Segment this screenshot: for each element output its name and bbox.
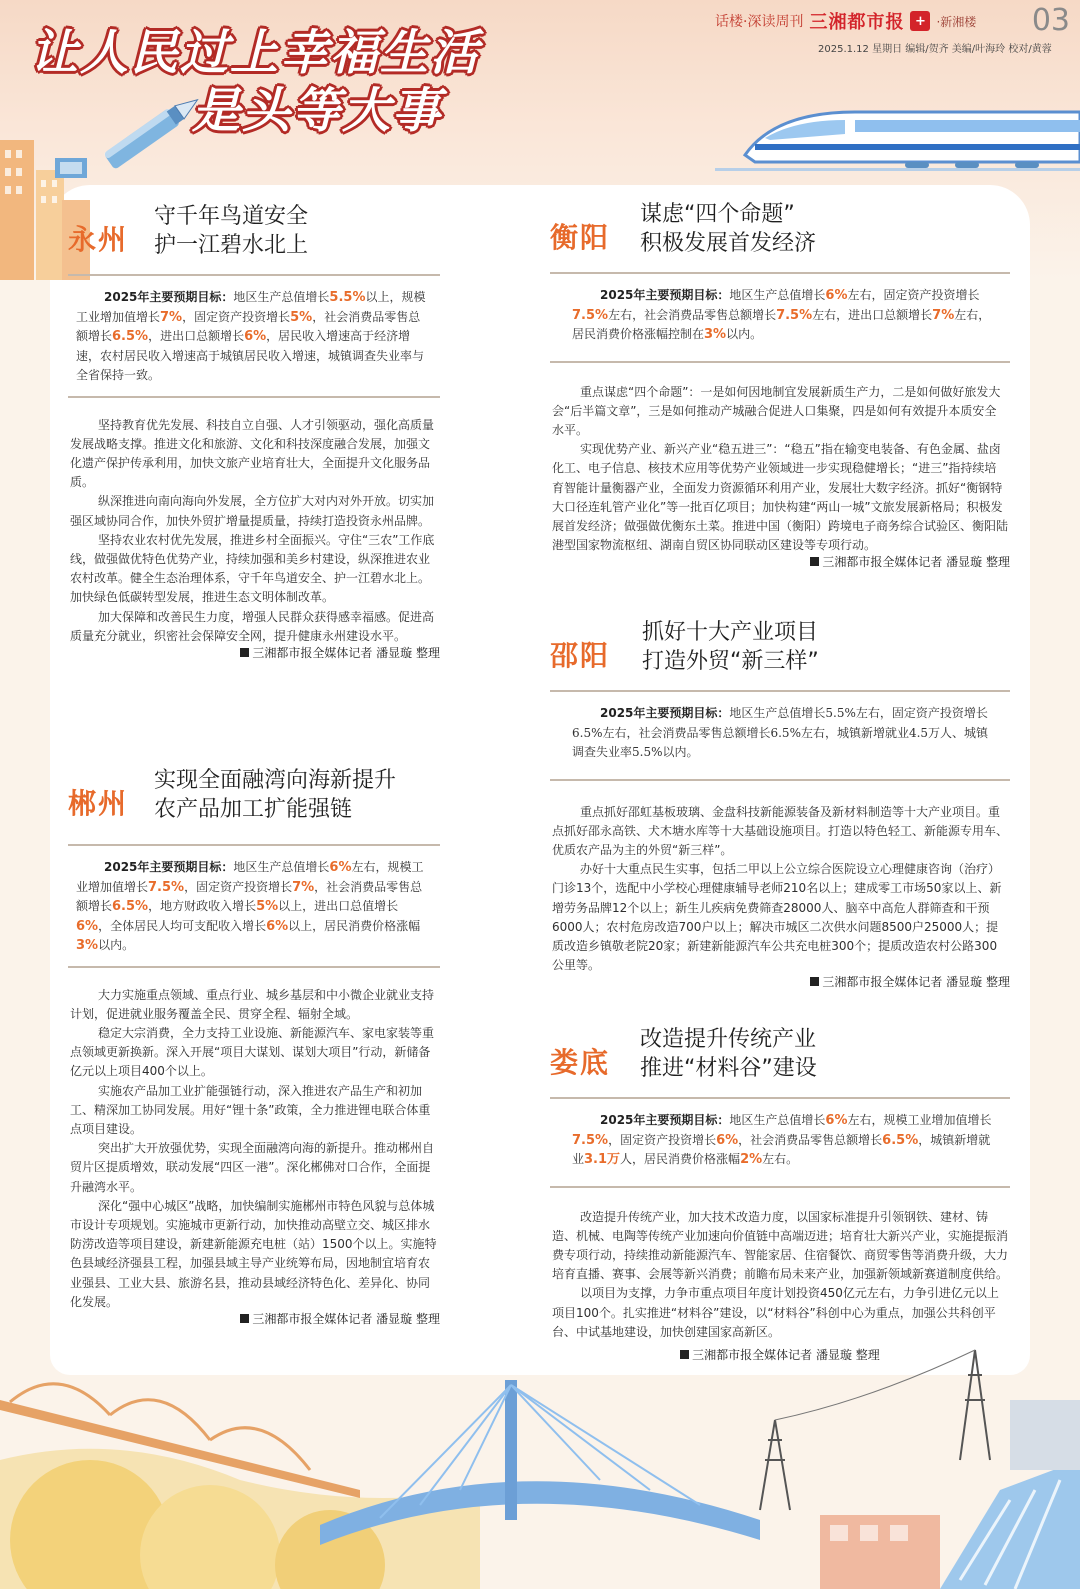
article-loudi	[550, 1025, 1010, 1363]
page-number: 03	[1031, 3, 1070, 38]
goals-lead: 2025年主要预期目标：	[104, 860, 234, 874]
goal-figure: 7%	[160, 309, 183, 325]
goal-text: 左右，规模工业增加值增长	[847, 1113, 992, 1127]
goal-text: ，社会消费品零售总额增长	[76, 309, 421, 343]
annual-goals	[550, 274, 1010, 355]
goal-text: 左右，进出口总额增长	[812, 307, 933, 322]
article-body	[550, 1188, 1010, 1342]
paragraph: 坚持农业农村优先发展，推进乡村全面振兴。守住“三农”工作底线，做强做优特色优势产业，持续加强和美乡村建设，纵深推进农业农村改革。健全生态治理体系，守千年鸟道安全、护一江碧水北上。加快绿色低碳转型发展，推进生态文明体制改革。	[70, 532, 435, 605]
masthead-brand: 三湘都市报	[809, 12, 905, 33]
goal-figure: 7%	[932, 307, 955, 323]
goal-figure: 5%	[290, 309, 313, 325]
masthead-info: 2025.1.12 星期日 编辑/贺齐 美编/叶海玲 校对/黄蓉	[818, 44, 1052, 55]
goal-figure: 2%	[740, 1152, 763, 1167]
article-title-line-1: 改造提升传统产业	[640, 1027, 817, 1052]
goal-figure: 7.5%	[572, 1132, 609, 1148]
byline-text: 三湘都市报全媒体记者 潘显璇 整理	[252, 1311, 440, 1326]
goal-text: 地区生产总值增长5.5%左右，固定资产投资增长6.5%左右，社会消费品零售总额增长6.5%左右，城镇新增就业4.5万人、城镇调查失业率5.5%以内。	[572, 706, 989, 759]
goal-text: ，固定资产投资增长	[608, 1132, 717, 1147]
goals-lead: 2025年主要预期目标：	[600, 1113, 730, 1127]
byline	[550, 973, 1010, 990]
article-body	[68, 398, 440, 646]
goal-text: 左右。	[762, 1152, 799, 1166]
article-title-line-1: 守千年鸟道安全	[154, 204, 309, 229]
byline-text: 三湘都市报全媒体记者 潘显璇 整理	[692, 1347, 880, 1362]
goal-text: 左右，固定资产投资增长	[847, 288, 980, 302]
train-illustration	[715, 100, 1080, 175]
goals-lead: 2025年主要预期目标：	[104, 290, 234, 304]
goal-figure: 7.5%	[776, 307, 813, 323]
paragraph: 改造提升传统产业，加大技术改造力度，以国家标准提升引领钢铁、建材、铸造、机械、电陶等传统产业加速向价值链中高端迈进；培育壮大新兴产业，实施提振消费专项行动，持续推动新能源汽车、智能家居、住宿餐饮、商贸零售等消费升级，大力培育直播、赛事、会展等新兴消费；前瞻布局未来产业，加强新领域新赛道制度供给。	[552, 1209, 1009, 1282]
goal-text: 左右，居民消费价格涨幅控制在	[572, 307, 991, 341]
article-body	[550, 363, 1010, 556]
paragraph: 办好十大重点民生实事，包括二甲以上公立综合医院设立心理健康咨询（治疗）门诊13个，选配中小学校心理健康辅导老师210名以上；建成零工市场50家以上、新增劳务品牌12个以上；新生儿疾病免费筛查28000人、脑卒中高危人群筛查和干预6000人；农村危房改造700户以上；解决市城区二次供水问题8500户25000人；提质改造乡镇敬老院20家；新建新能源汽车公共充电桩300个；提质改造农村公路300公里等。	[552, 862, 1002, 973]
article-title-line-2: 积极发展首发经济	[640, 231, 817, 256]
goal-figure: 5%	[256, 899, 279, 914]
goal-text: 人，居民消费价格涨幅	[620, 1152, 741, 1166]
goal-text: 以内。	[98, 938, 135, 952]
goal-figure: 3%	[76, 938, 99, 953]
goal-figure: 5.5%	[329, 290, 366, 305]
article-title-line-2: 推进“材料谷”建设	[640, 1056, 817, 1081]
annual-goals	[550, 1099, 1010, 1180]
byline	[68, 644, 440, 661]
goal-figure: 6.5%	[112, 899, 149, 914]
goal-figure: 6%	[244, 329, 267, 344]
masthead-section: ·新湘楼	[936, 14, 977, 29]
headline-line-1: 让人民过上幸福生活	[30, 25, 481, 81]
city-name: 邵阳	[550, 639, 611, 672]
goal-figure: 6%	[825, 288, 848, 303]
goals-lead: 2025年主要预期目标：	[600, 288, 730, 302]
article-title-line-2: 护一江碧水北上	[154, 233, 309, 258]
paragraph: 坚持教育优先发展、科技自立自强、人才引领驱动，强化高质量发展战略支撑。推进文化和旅游、文化和科技深度融合发展，加强文化遗产保护传承利用，加快文旅产业培育壮大，全面提升文化服务品质。	[70, 417, 435, 490]
goal-figure: 6%	[76, 918, 99, 934]
square-bullet-icon	[240, 1314, 249, 1323]
paragraph: 加大保障和改善民生力度，增强人民群众获得感幸福感。促进高质量充分就业，织密社会保障安全网，提升健康永州建设水平。	[70, 609, 435, 643]
goal-text: ，社会消费品零售总额增长	[76, 879, 423, 913]
article-title-line-2: 打造外贸“新三样”	[642, 649, 819, 674]
goal-text: 以上，进出口总值增长	[278, 899, 399, 913]
byline-text: 三湘都市报全媒体记者 潘显璇 整理	[822, 555, 1010, 570]
byline-text: 三湘都市报全媒体记者 潘显璇 整理	[822, 975, 1010, 990]
byline	[550, 553, 1010, 570]
article-title-line-1: 抓好十大产业项目	[642, 620, 819, 645]
goal-text: 地区生产总值增长	[233, 290, 330, 304]
square-bullet-icon	[810, 977, 819, 986]
goal-text: 左右，社会消费品零售总额增长	[608, 307, 777, 322]
goal-figure: 7%	[292, 879, 315, 895]
bridge-landscape-illustration	[0, 1340, 1080, 1589]
headline-line-2: 是头等大事	[192, 83, 443, 139]
paragraph: 突出扩大开放强优势，实现全面融湾向海的新提升。推动郴州自贸片区提质增效，联动发展“四区一港”。深化郴佛对口合作，全面提升融湾水平。	[70, 1141, 435, 1194]
goal-figure: 6%	[266, 918, 289, 934]
article-body	[550, 781, 1010, 976]
city-name: 娄底	[550, 1046, 611, 1079]
goal-figure: 3.1万	[584, 1152, 621, 1167]
goal-text: 地区生产总值增长	[729, 288, 826, 302]
goal-text: ，全体居民人均可支配收入增长	[98, 918, 267, 933]
goal-text: ，固定资产投资增长	[182, 309, 291, 324]
annual-goals	[68, 276, 440, 396]
goal-figure: 6%	[825, 1113, 848, 1128]
masthead-badge-icon: +	[910, 11, 930, 31]
annual-goals	[68, 846, 440, 966]
article-title-line-1: 谋虑“四个命题”	[640, 202, 795, 227]
goal-text: 左右，规模工业增加值增长	[76, 860, 424, 894]
goal-figure: 6.5%	[882, 1132, 919, 1148]
paragraph: 实施农产品加工业扩能强链行动，深入推进农产品生产和初加工、精深加工协同发展。用好“锂十条”政策，全力推进锂电联合体重点项目建设。	[70, 1083, 431, 1136]
paragraph: 实现优势产业、新兴产业“稳五进三”：“稳五”指在输变电装备、有色金属、盐卤化工、电子信息、核技术应用等优势产业领域进一步实现稳健增长；“进三”指持续培育智能计量衡器产业，全面发力资源循环利用产业，发展壮大数字经济。抓好“衡钢特大口径连轧管产业化”等一批百亿项目；加快构建“两山一城”文旅发展新格局；积极发展首发经济；做强做优衡东土菜。推进中国（衡阳）跨境电子商务综合试验区、衡阳陆港型国家物流枢纽、湖南自贸区协同联动区建设等专项行动。	[552, 442, 1009, 553]
goal-text: ，社会消费品零售总额增长	[738, 1132, 883, 1147]
goal-text: ，地方财政收入增长	[148, 899, 257, 913]
paragraph: 以项目为支撑，力争市重点项目年度计划投资450亿元左右，力争引进亿元以上项目100个。扎实推进“材料谷”建设，以“材料谷”科创中心为重点，加强公共科创平台、中试基地建设，加快创建国家高新区。	[552, 1286, 999, 1339]
goal-text: 以上，居民消费价格涨幅	[288, 918, 421, 933]
annual-goals	[550, 692, 1010, 773]
page-headline	[30, 25, 480, 139]
city-name: 永州	[68, 223, 129, 256]
paragraph: 深化“强中心城区”战略，加快编制实施郴州市特色风貌与总体城市设计专项规划。实施城市更新行动，加快推动高壁立交、城区排水防涝改造等项目建设，新建新能源充电桩（站）1500个以上。实施特色县域经济强县工程，加强县域主导产业统筹布局，因地制宜培育农业强县、工业大县、旅游名县，推动县域经济特色化、差异化、协同化发展。	[70, 1198, 437, 1309]
byline-text: 三湘都市报全媒体记者 潘显璇 整理	[252, 645, 440, 660]
goal-figure: 3%	[704, 327, 727, 342]
goal-text: ，城镇新增就业	[572, 1132, 991, 1166]
paragraph: 纵深推进向南向海向外发展，全方位扩大对内对外开放。切实加强区域协同合作，加快外贸扩增量提质量，持续打造投资永州品牌。	[70, 494, 435, 528]
masthead	[715, 3, 1070, 55]
byline	[68, 1310, 440, 1327]
masthead-subtitle: 话楼·深读周刊	[715, 14, 804, 30]
square-bullet-icon	[810, 557, 819, 566]
article-yongzhou	[68, 202, 440, 661]
article-chenzhou	[68, 766, 440, 1327]
paragraph: 大力实施重点领域、重点行业、城乡基层和中小微企业就业支持计划，促进就业服务覆盖全民、贯穿全程、辐射全域。	[70, 987, 435, 1021]
goals-lead: 2025年主要预期目标：	[600, 706, 730, 720]
goal-figure: 7.5%	[572, 307, 609, 323]
paragraph: 重点抓好邵虹基板玻璃、金盘科技新能源装备及新材料制造等十大产业项目。重点抓好邵永高铁、犬木塘水库等十大基础设施项目。打造以特色轻工、新能源专用车、优质农产品为主的外贸“新三样”。	[552, 804, 1009, 857]
goal-figure: 6%	[716, 1132, 739, 1148]
goal-text: ，居民收入增速高于经济增速，农村居民收入增速高于城镇居民收入增速，城镇调查失业率与全省保持一致。	[76, 329, 425, 382]
article-hengyang	[550, 200, 1010, 570]
article-body	[68, 968, 440, 1312]
goal-figure: 6.5%	[112, 329, 149, 344]
article-title-line-1: 实现全面融湾向海新提升	[154, 768, 397, 793]
article-shaoyang	[550, 618, 1010, 990]
goal-figure: 7.5%	[148, 879, 185, 895]
paragraph: 稳定大宗消费，全力支持工业设施、新能源汽车、家电家装等重点领域更新换新。深入开展“项目大谋划、谋划大项目”行动，新储备亿元以上项目400个以上。	[70, 1025, 435, 1079]
goal-text: 地区生产总值增长	[729, 1113, 826, 1127]
goal-text: ，固定资产投资增长	[184, 879, 293, 894]
goal-figure: 6%	[329, 860, 352, 875]
goal-text: 地区生产总值增长	[233, 860, 330, 874]
paragraph: 重点谋虑“四个命题”：一是如何因地制宜发展新质生产力，二是如何做好旅发大会“后半篇文章”，三是如何推动产城融合促进人口集聚，四是如何有效提升本质安全水平。	[552, 384, 1001, 437]
city-name: 衡阳	[550, 221, 611, 254]
city-name: 郴州	[68, 787, 129, 820]
goal-text: 以内。	[726, 327, 763, 341]
goal-text: ，进出口总额增长	[148, 329, 245, 343]
square-bullet-icon	[240, 648, 249, 657]
goal-text: 以上，规模工业增加值增长	[76, 290, 426, 324]
article-title-line-2: 农产品加工扩能强链	[154, 797, 353, 822]
